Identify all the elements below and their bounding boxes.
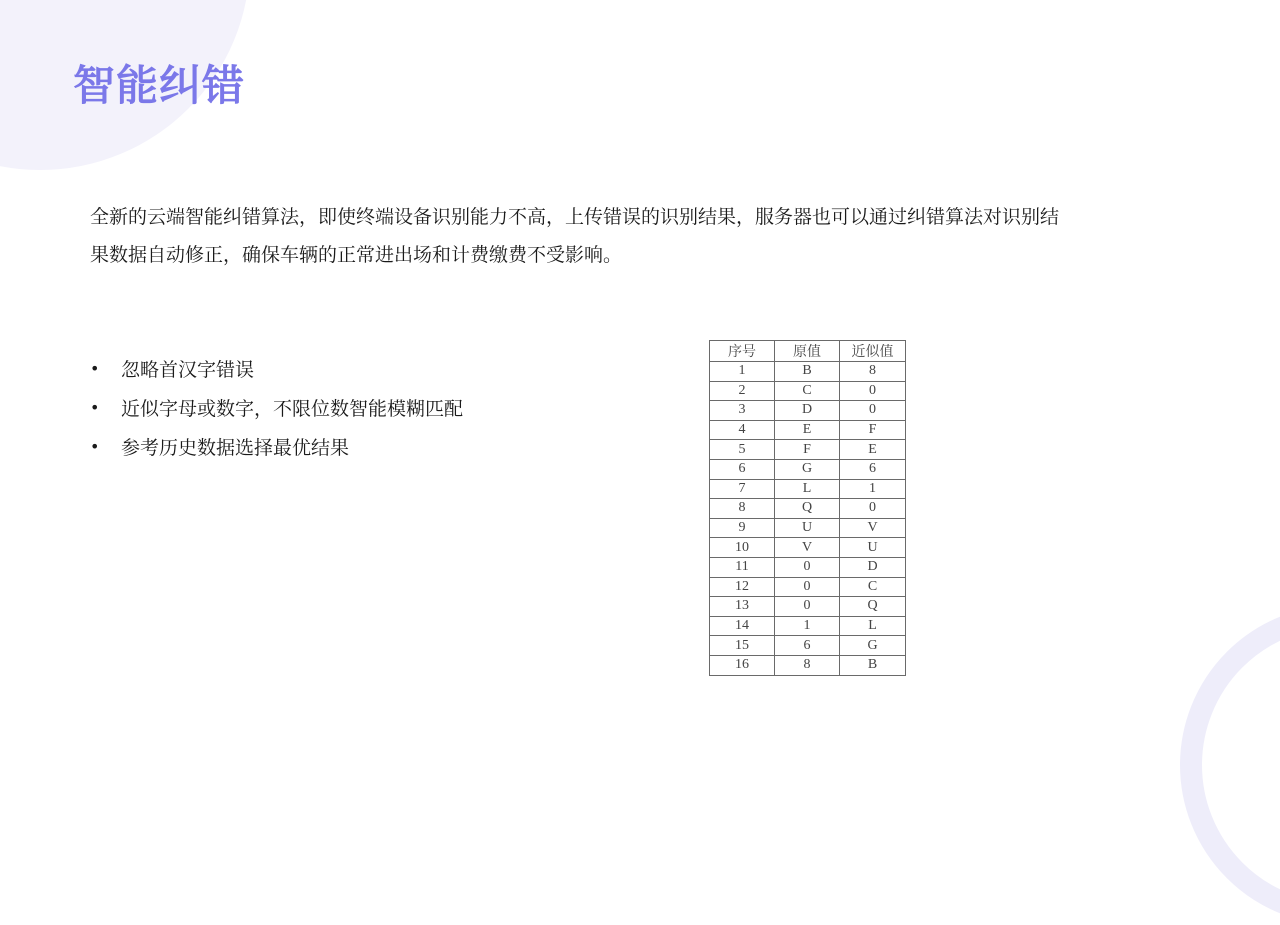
cell-original: E (775, 420, 840, 440)
feature-text: 近似字母或数字，不限位数智能模糊匹配 (121, 398, 464, 420)
table-row (710, 479, 906, 499)
cell-approx: C (840, 577, 906, 597)
table-row (710, 362, 906, 382)
cell-index: 14 (710, 616, 775, 636)
table-row (710, 381, 906, 401)
table-row (710, 499, 906, 519)
cell-approx: 6 (840, 459, 906, 479)
bullet-icon: • (90, 398, 100, 417)
cell-index: 9 (710, 518, 775, 538)
table-row (710, 577, 906, 597)
slide-title: 智能纠错 (73, 61, 246, 110)
intro-paragraph: 全新的云端智能纠错算法，即使终端设备识别能力不高，上传错误的识别结果，服务器也可以通过纠错算法对识别结果数据自动修正，确保车辆的正常进出场和计费缴费不受影响。 (90, 206, 1060, 266)
cell-original: 0 (775, 597, 840, 617)
cell-approx: U (840, 538, 906, 558)
cell-approx: B (840, 655, 906, 675)
cell-index: 13 (710, 597, 775, 617)
cell-original: 8 (775, 655, 840, 675)
cell-index: 11 (710, 557, 775, 577)
cell-original: V (775, 538, 840, 558)
bullet-icon: • (90, 437, 100, 456)
cell-index: 5 (710, 440, 775, 460)
cell-index: 1 (710, 362, 775, 382)
table-row (710, 440, 906, 460)
cell-original: F (775, 440, 840, 460)
cell-original: D (775, 401, 840, 421)
correction-table (709, 340, 906, 676)
header-index: 序号 (710, 341, 775, 362)
cell-index: 7 (710, 479, 775, 499)
table-row (710, 420, 906, 440)
table-row (710, 401, 906, 421)
cell-index: 2 (710, 381, 775, 401)
cell-approx: 0 (840, 381, 906, 401)
cell-original: G (775, 459, 840, 479)
table-row (710, 597, 906, 617)
cell-index: 15 (710, 636, 775, 656)
table-row (710, 636, 906, 656)
table-row (710, 655, 906, 675)
cell-approx: 0 (840, 401, 906, 421)
cell-approx: E (840, 440, 906, 460)
cell-approx: 1 (840, 479, 906, 499)
cell-approx: Q (840, 597, 906, 617)
decorative-ring-bottom-right (1180, 605, 1280, 925)
cell-approx: 0 (840, 499, 906, 519)
cell-original: U (775, 518, 840, 538)
cell-approx: L (840, 616, 906, 636)
bullet-icon: • (90, 359, 100, 378)
cell-index: 6 (710, 459, 775, 479)
table-header-row (710, 341, 906, 362)
cell-approx: 8 (840, 362, 906, 382)
feature-list (90, 349, 463, 466)
cell-original: 0 (775, 557, 840, 577)
cell-approx: D (840, 557, 906, 577)
cell-original: Q (775, 499, 840, 519)
feature-text: 忽略首汉字错误 (121, 359, 255, 381)
header-approx: 近似值 (840, 341, 906, 362)
cell-approx: F (840, 420, 906, 440)
cell-index: 16 (710, 655, 775, 675)
cell-original: L (775, 479, 840, 499)
feature-item (90, 349, 463, 388)
cell-original: B (775, 362, 840, 382)
header-original: 原值 (775, 341, 840, 362)
cell-index: 4 (710, 420, 775, 440)
cell-index: 3 (710, 401, 775, 421)
feature-text: 参考历史数据选择最优结果 (121, 437, 350, 459)
cell-index: 10 (710, 538, 775, 558)
cell-original: 0 (775, 577, 840, 597)
table-row (710, 518, 906, 538)
table-body (710, 362, 906, 676)
feature-item (90, 427, 463, 466)
cell-original: C (775, 381, 840, 401)
cell-index: 12 (710, 577, 775, 597)
cell-index: 8 (710, 499, 775, 519)
table-row (710, 538, 906, 558)
table-row (710, 616, 906, 636)
cell-original: 6 (775, 636, 840, 656)
cell-approx: G (840, 636, 906, 656)
feature-item (90, 388, 463, 427)
cell-approx: V (840, 518, 906, 538)
table-row (710, 459, 906, 479)
cell-original: 1 (775, 616, 840, 636)
table-row (710, 557, 906, 577)
